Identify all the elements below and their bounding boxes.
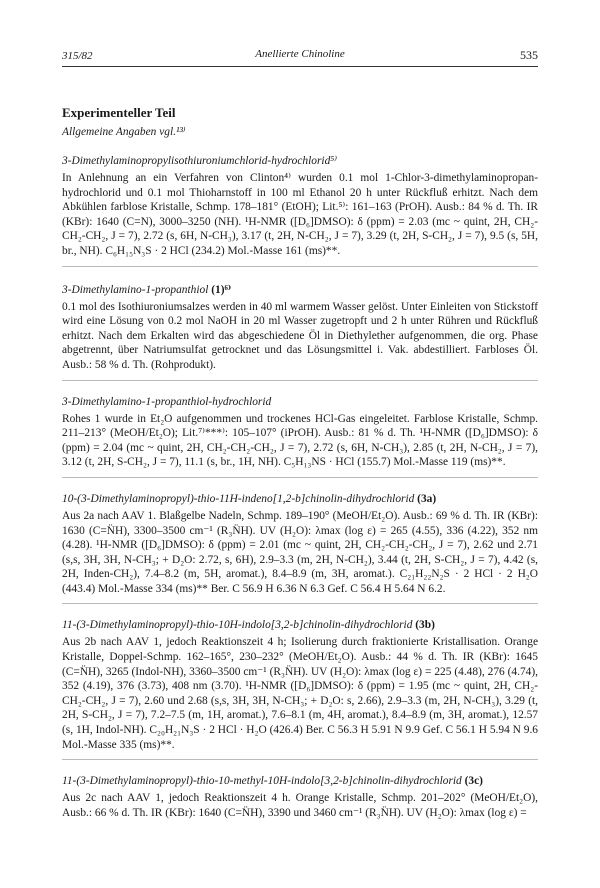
entry-body: Aus 2c nach AAV 1, jedoch Reaktionszeit 4 h. Orange Kristalle, Schmp. 201–202° (MeOH/Et₂O), Ausb.: 66 % d. Th. IR (KBr): 1640 (C=N̈H), 3390 und 3460 cm⁻¹ (R₃N̈H). UV (H₂O): λmax (log ε) =: [62, 792, 538, 819]
entry-body: 0.1 mol des Isothiuroniumsalzes werden in 40 ml warmem Wasser gelöst. Unter Einleiten von Stickstoff wird eine Lösung von 0.2 mol NaOH in 20 ml Wasser zugetropft und 2 h unter Rühren und Rückfluß erhitzt. Nach dem Erkalten wird das abgeschiedene Öl in Diethylether aufgenommen, die org. Phase abgetrennt, über Natriumsulfat getrocknet und das Lösungsmittel i. Vak. abdestilliert. Farbloses Öl. Ausb.: 58 % d. Th. (Rohprodukt).: [62, 300, 538, 371]
entry-title: 10-(3-Dimethylaminopropyl)-thio-11H-indeno[1,2-b]chinolin-dihydrochlorid (3a): [62, 492, 437, 505]
entry-4: [62, 493, 538, 605]
entry-5: [62, 619, 538, 760]
general-info: Allgemeine Angaben vgl.¹³⁾: [62, 126, 186, 138]
entry-body: Aus 2b nach AAV 1, jedoch Reaktionszeit 4 h; Isolierung durch fraktionierte Kristallisation. Orange Kristalle, Doppel-Schmp. 162–165°, 230–232° (MeOH/Et₂O). Ausb.: 44 % d. Th. IR (KBr): 1645 (C=N̈H), 3265 (Indol-NH), 3360–3500 cm⁻¹ (R₃N̈H). UV (H₂O): λmax (log ε) = 225 (4.48), 276 (4.74), 352 (4.19), 376 (3.73), 408 nm (3.70). ¹H-NMR ([D₆]DMSO): δ (ppm) = 1.95 (mc ~ quint, 2H, CH₂-CH₂-CH₂, J = 7), 2.60 und 2.68 (s,s, 3H, 3H, N-CH₃; + D₂O: s, 2.66), 2.9–3.3 (m, 2H, N-CH₃), 3.29 (t, 2H, S-CH₂, J = 7), 7.2–7.5 (m, 1H, aromat.), 7.6–8.1 (m, 4H, aromat.), 8.4–8.9 (m, 3H, aromat.), 12.57 (s, 1H, Indol-NH). C₂₀H₂₁N₃S · 2 HCl · H₂O (426.4) Ber. C 56.3 H 5.91 N 9.9 Gef. C 56.1 H 5.94 N 9.6 Mol.-Masse 335 (ms)**.: [62, 636, 538, 751]
entry-title: 11-(3-Dimethylaminopropyl)-thio-10H-indolo[3,2-b]chinolin-dihydrochlorid (3b): [62, 619, 435, 632]
running-header: [62, 48, 538, 67]
page-number: 535: [520, 48, 538, 62]
entry-6: [62, 775, 538, 820]
entry-title: 3-Dimethylaminopropylisothiuroniumchlorid-hydrochlorid⁵⁾: [62, 155, 338, 167]
entry-2: [62, 282, 538, 381]
entry-body: Aus 2a nach AAV 1. Blaßgelbe Nadeln, Schmp. 189–190° (MeOH/Et₂O). Ausb.: 69 % d. Th. IR (KBr): 1630 (C=N̈H), 3300–3500 cm⁻¹ (R₃N̈H). UV (H₂O): λmax (log ε) = 265 (4.55), 336 (4.22), 352 nm (4.28). ¹H-NMR ([D₆]DMSO): δ (ppm) = 2.01 (mc ~ quint, 2H, CH₂-CH₂-CH₂, J = 7), 2.62 und 2.71 (s,s, 3H, 3H, N-CH₃; + D₂O: 2.72, s, 6H), 2.9–3.3 (m, 2H, N-CH₂), 3.44 (t, 2H, S-CH₂, J = 7), 4.42 (s, 2H, Inden-CH₂), 7.4–8.2 (m, 5H, aromat.), 8.4–8.9 (m, 3H, aromat.). C₂₁H₂₂N₂S · 2 HCl · 2 H₂O (443.4) Mol.-Masse 334 (ms)** Ber. C 56.9 H 6.36 N 6.3 Gef. C 56.4 H 5.64 N 6.2.: [62, 509, 538, 595]
entry-title: 3-Dimethylamino-1-propanthiol-hydrochlorid: [62, 395, 272, 408]
entry-3: [62, 396, 538, 478]
entry-1: [62, 153, 538, 267]
divider: [62, 380, 538, 381]
divider: [62, 266, 538, 267]
entry-body: Rohes 1 wurde in Et₂O aufgenommen und trockenes HCl-Gas eingeleitet. Farblose Kristalle, Schmp. 211–213° (MeOH/Et₂O); Lit.⁷⁾***⁾: 105–107° (iPrOH). Ausb.: 81 % d. Th. ¹H-NMR ([D₆]DMSO): δ (ppm) = 2.04 (mc ~ quint, 2H, CH₂-CH₂-CH₂, J = 7), 2.72 (s, 6H, N-CH₃), 2.85 (t, 2H, N-CH₂, J = 7), 3.12 (t, 2H, S-CH₂, J = 7), 11.1 (s, br., 1H, NH). C₅H₁₃NS · HCl (155.7) Mol.-Masse 119 (ms)**.: [62, 412, 538, 469]
running-title: Anellierte Chinoline: [255, 48, 345, 60]
divider: [62, 759, 538, 760]
section-title: Experimenteller Teil: [62, 105, 176, 120]
entry-body: In Anlehnung an ein Verfahren von Clinton⁴⁾ wurden 0.1 mol 1-Chlor-3-dimethylaminopropan-hydrochlorid und 0.1 mol Thioharnstoff in 100 ml Ethanol 20 h unter Rückfluß erhitzt. Nach dem Abkühlen farblose Kristalle, Schmp. 178–181° (EtOH); Lit.⁵⁾: 161–163 (PrOH). Ausb.: 84 % d. Th. IR (KBr): 1640 (C=N), 3000–3250 (NH). ¹H-NMR ([D₆]DMSO): δ (ppm) = 2.03 (mc ~ quint, 2H, CH₂-CH₂-CH₂, J = 7), 2.72 (s, 6H, N-CH₃), 3.17 (t, 2H, N-CH₂, J = 7), 3.29 (t, 2H, S-CH₂, J = 7), 9.5 (s, 5H, br., NH). C₆H₁₅N₃S · 2 HCl (234.2) Mol.-Masse 161 (ms)**.: [62, 172, 538, 257]
entry-title: 11-(3-Dimethylaminopropyl)-thio-10-methyl-10H-indolo[3,2-b]chinolin-dihydrochlorid (3c): [62, 775, 483, 788]
entry-title: 3-Dimethylamino-1-propanthiol (1)⁶⁾: [62, 283, 232, 296]
divider: [62, 603, 538, 604]
divider: [62, 477, 538, 478]
journal-issue: 315/82: [62, 50, 93, 62]
page: [62, 48, 538, 820]
